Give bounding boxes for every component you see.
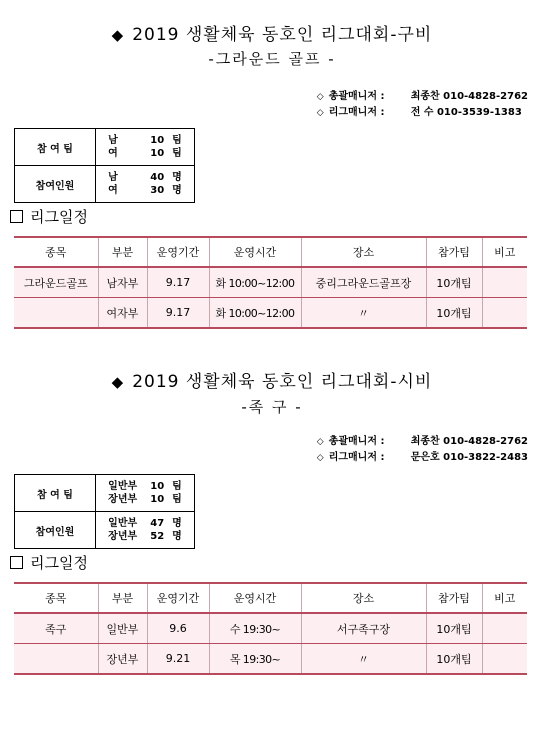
table-row: 여자부 9.17 화 10:00~12:00 〃 10개팀 — [14, 298, 527, 329]
table-header-row: 종목 부분 운영기간 운영시간 장소 참가팀 비고 — [14, 237, 527, 267]
teams-label: 참 여 팀 — [15, 129, 96, 166]
diamond-bullet-icon: ◆ — [111, 26, 125, 44]
hollow-diamond-icon: ◇ — [316, 92, 324, 102]
square-bullet-icon — [10, 556, 23, 569]
golf-count-box — [14, 128, 195, 203]
teams-label: 참 여 팀 — [15, 475, 96, 512]
diamond-bullet-icon: ◆ — [111, 373, 125, 391]
contact-row: ◇ 리그매니저 : 전 수 010-3539-1383 — [316, 107, 522, 118]
contact-row: ◇ 총괄매니저 : 최종찬 010-4828-2762 — [316, 91, 528, 102]
golf-schedule-heading: 리그일정 — [10, 206, 88, 227]
hollow-diamond-icon: ◇ — [316, 108, 324, 118]
jokgu-title: ◆ 2019 생활체육 동호인 리그대회-시비 — [111, 372, 433, 392]
contact-row: ◇ 리그매니저 : 문은호 010-3822-2483 — [316, 452, 528, 463]
square-bullet-icon — [10, 210, 23, 223]
table-row: 그라운드골프 남자부 9.17 화 10:00~12:00 중리그라운드골프장 10개팀 — [14, 267, 527, 298]
table-row: 족구 일반부 9.6 수 19:30~ 서구족구장 10개팀 — [14, 613, 527, 644]
contact-row: ◇ 총괄매니저 : 최종찬 010-4828-2762 — [316, 436, 528, 447]
hollow-diamond-icon: ◇ — [316, 437, 324, 447]
jokgu-schedule-heading: 리그일정 — [10, 552, 88, 573]
jokgu-subtitle: -족 구 - — [241, 398, 303, 416]
people-label: 참여인원 — [15, 512, 96, 549]
jokgu-count-box — [14, 474, 195, 549]
golf-subtitle: -그라운드 골프 - — [208, 50, 336, 68]
golf-schedule-table — [14, 236, 527, 329]
golf-title: ◆ 2019 생활체육 동호인 리그대회-구비 — [111, 25, 433, 45]
table-row: 장년부 9.21 목 19:30~ 〃 10개팀 — [14, 644, 527, 675]
teams-values: 일반부 10 팀 장년부 10 팀 — [96, 475, 195, 512]
people-values: 남 40 명 여 30 명 — [96, 166, 195, 203]
golf-contacts — [317, 89, 528, 121]
jokgu-contacts — [317, 434, 528, 466]
people-label: 참여인원 — [15, 166, 96, 203]
people-values: 일반부 47 명 장년부 52 명 — [96, 512, 195, 549]
table-header-row: 종목 부분 운영기간 운영시간 장소 참가팀 비고 — [14, 583, 527, 613]
hollow-diamond-icon: ◇ — [316, 453, 324, 463]
teams-values: 남 10 팀 여 10 팀 — [96, 129, 195, 166]
jokgu-schedule-table — [14, 582, 527, 675]
